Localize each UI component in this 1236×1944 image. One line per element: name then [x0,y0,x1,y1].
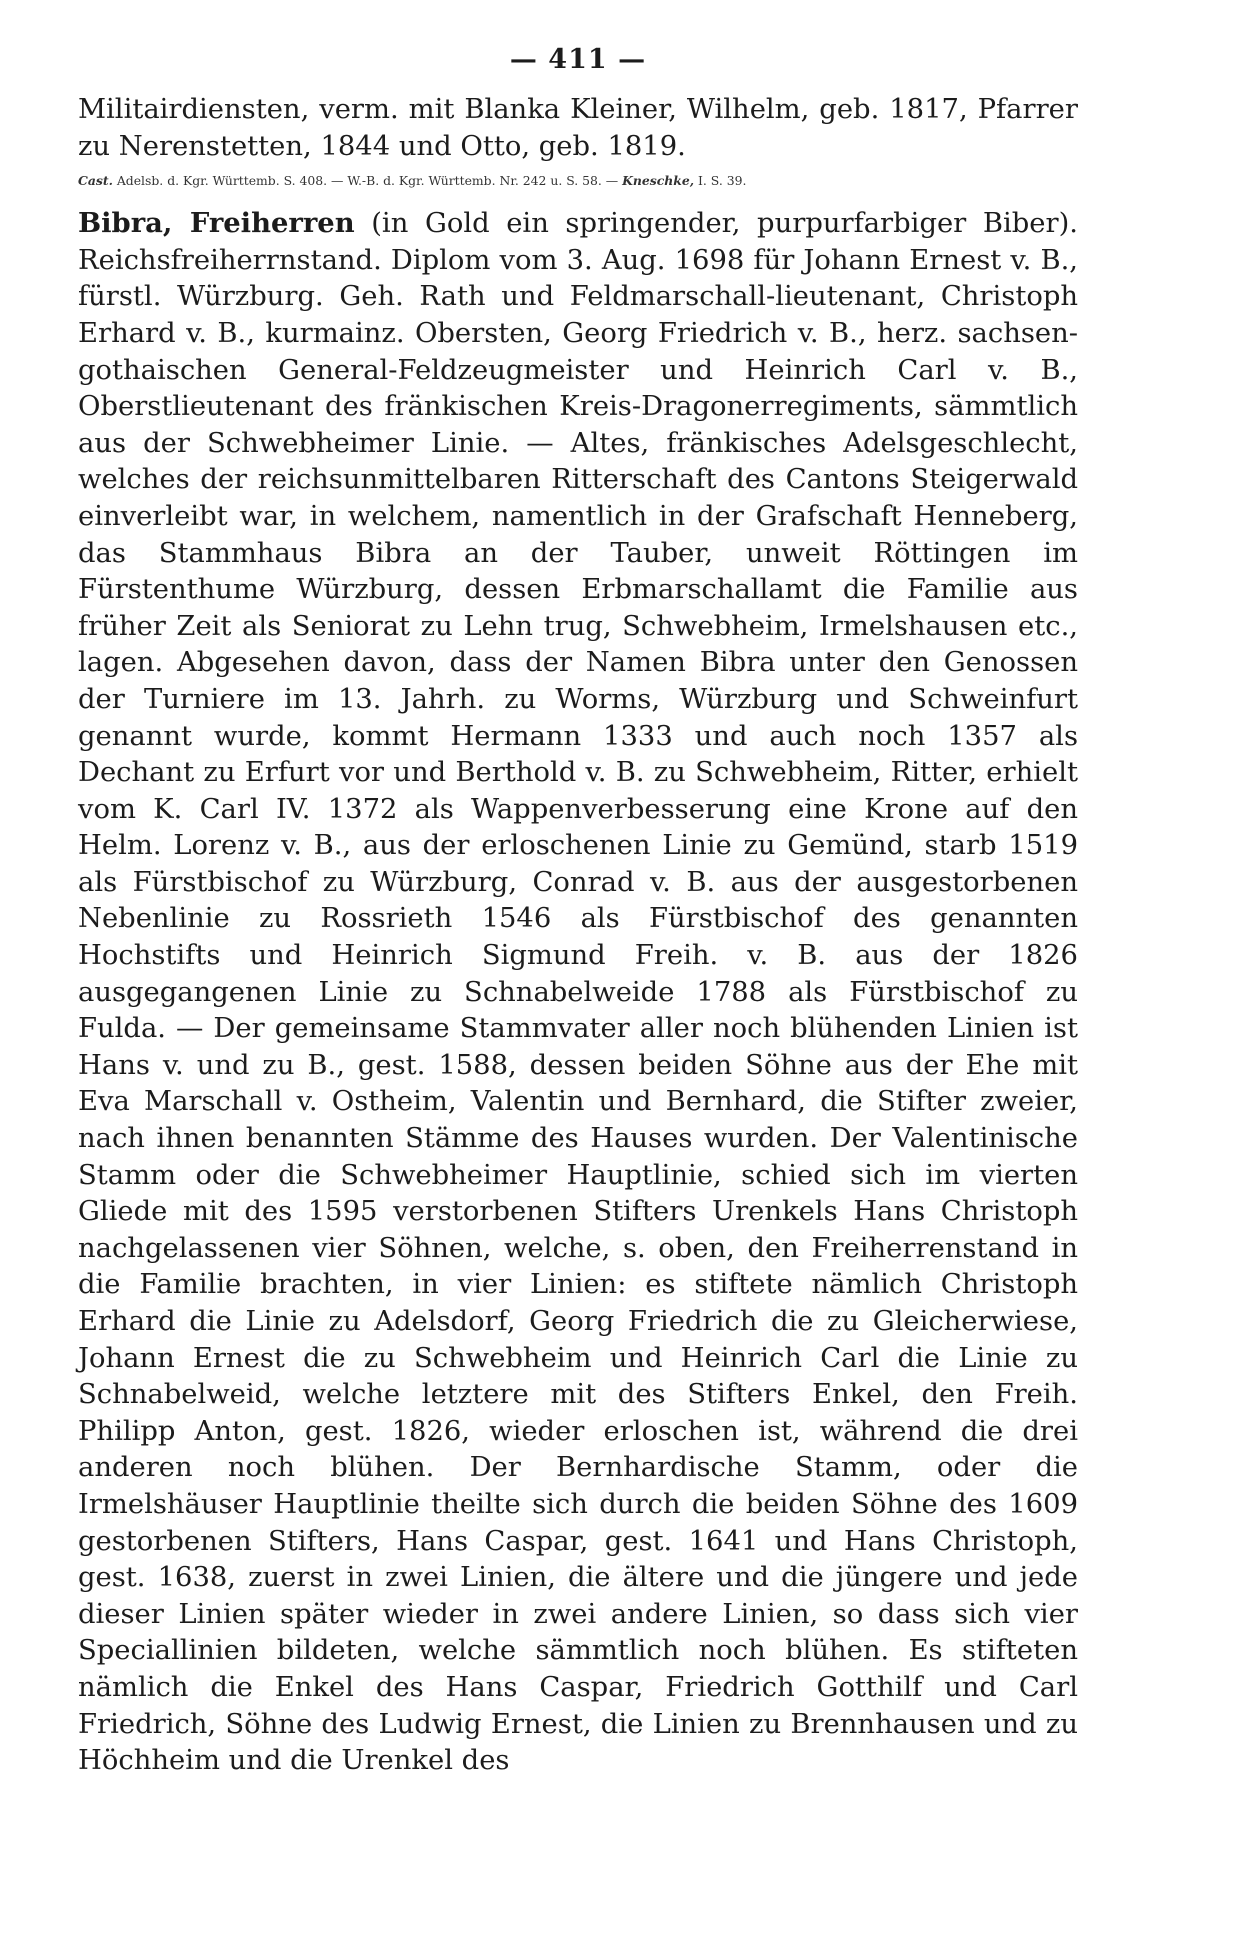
entry-text: (in Gold ein springender, purpurfarbiger Biber). Reichsfreiherrnstand. Diplom vom 3. Aug. 1698 für Johann Ernest v. B., fürstl. Würzburg. Geh. Rath und Feldmarschall-lieutenant, Christoph Erhard v. B., kurmainz. Obersten, Georg Friedrich v. B., herz. sachsen-gothaischen General-Feldzeugmeister und Heinrich Carl v. B., Oberstlieutenant des fränkischen Kreis-Dragonerregiments, sämmtlich aus der Schwebheimer Linie. — Altes, fränkisches Adelsgeschlecht, welches der reichsunmittelbaren Ritterschaft des Cantons Steigerwald einverleibt war, in welchem, namentlich in der Grafschaft Henneberg, das Stammhaus Bibra an der Tauber, unweit Röttingen im Fürstenthume Würzburg, dessen Erbmarschallamt die Familie aus früher Zeit als Seniorat zu Lehn trug, Schwebheim, Irmelshausen etc., lagen. Abgesehen davon, dass der Namen Bibra unter den Genossen der Turniere im 13. Jahrh. zu Worms, Würzburg und Schweinfurt genannt wurde, kommt Hermann 1333 und auch noch 1357 als Dechant zu Erfurt vor und Berthold v. B. zu Schwebheim, Ritter, erhielt vom K. Carl IV. 1372 als Wappenverbesserung eine Krone auf den Helm. Lorenz v. B., aus der erloschenen Linie zu Gemünd, starb 1519 als Fürstbischof zu Würzburg, Conrad v. B. aus der ausgestorbenen Nebenlinie zu Rossrieth 1546 als Fürstbischof des genannten Hochstifts und Heinrich Sigmund Freih. v. B. aus der 1826 ausgegangenen Linie zu Schnabelweide 1788 als Fürstbischof zu Fulda. — Der gemeinsame Stammvater aller noch blühenden Linien ist Hans v. und zu B., gest. 1588, dessen beiden Söhne aus der Ehe mit Eva Marschall v. Ostheim, Valentin und Bernhard, die Stifter zweier, nach ihnen benannten Stämme des Hauses wurden. Der Valentinische Stamm oder die Schwebheimer Hauptlinie, schied sich im vierten Gliede mit des 1595 verstorbenen Stifters Urenkels Hans Christoph nachgelassenen vier Söhnen, welche, s. oben, den Freiherrenstand in die Familie brachten, in vier Linien: es stiftete nämlich Christoph Erhard die Linie zu Adelsdorf, Georg Friedrich die zu Gleicherwiese, Johann Ernest die zu Schwebheim und Heinrich Carl die Linie zu Schnabelweid, welche letztere mit des Stifters Enkel, den Freih. Philipp Anton, gest. 1826, wieder erloschen ist, während die drei anderen noch blühen. Der Bernhardische Stamm, oder die Irmelshäuser Hauptlinie theilte sich durch die beiden Söhne des 1609 gestorbenen Stifters, Hans Caspar, gest. 1641 und Hans Christoph, gest. 1638, zuerst in zwei Linien, die ältere und die jüngere und jede dieser Linien später wieder in zwei andere Linien, so dass sich vier Speciallinien bildeten, welche sämmtlich noch blühen. Es stifteten nämlich die Enkel des Hans Caspar, Friedrich Gotthilf und Carl Friedrich, Söhne des Ludwig Ernest, die Linien zu Brennhausen und zu Höchheim und die Urenkel des [78,208,1079,1777]
page-number: — 411 — [509,44,647,75]
citation-text-a: Adelsb. d. Kgr. Württemb. S. 408. — W.-B. d. Kgr. Württemb. Nr. 242 u. S. 58. — [112,173,623,189]
continuation-paragraph: Militairdiensten, verm. mit Blanka Kleiner, Wilhelm, geb. 1817, Pfarrer zu Nerenstetten, 1844 und Otto, geb. 1819. [78,94,1078,162]
book-page [78,40,1078,1780]
citation-source-kneschke: Kneschke, [622,173,695,189]
citation-text-b: I. S. 39. [694,173,747,189]
entry-paragraph [78,205,1078,1780]
citation-footnote [78,173,1078,189]
citation-source-cast: Cast. [78,173,113,189]
entry-heading: Bibra, Freiherren [78,207,355,240]
